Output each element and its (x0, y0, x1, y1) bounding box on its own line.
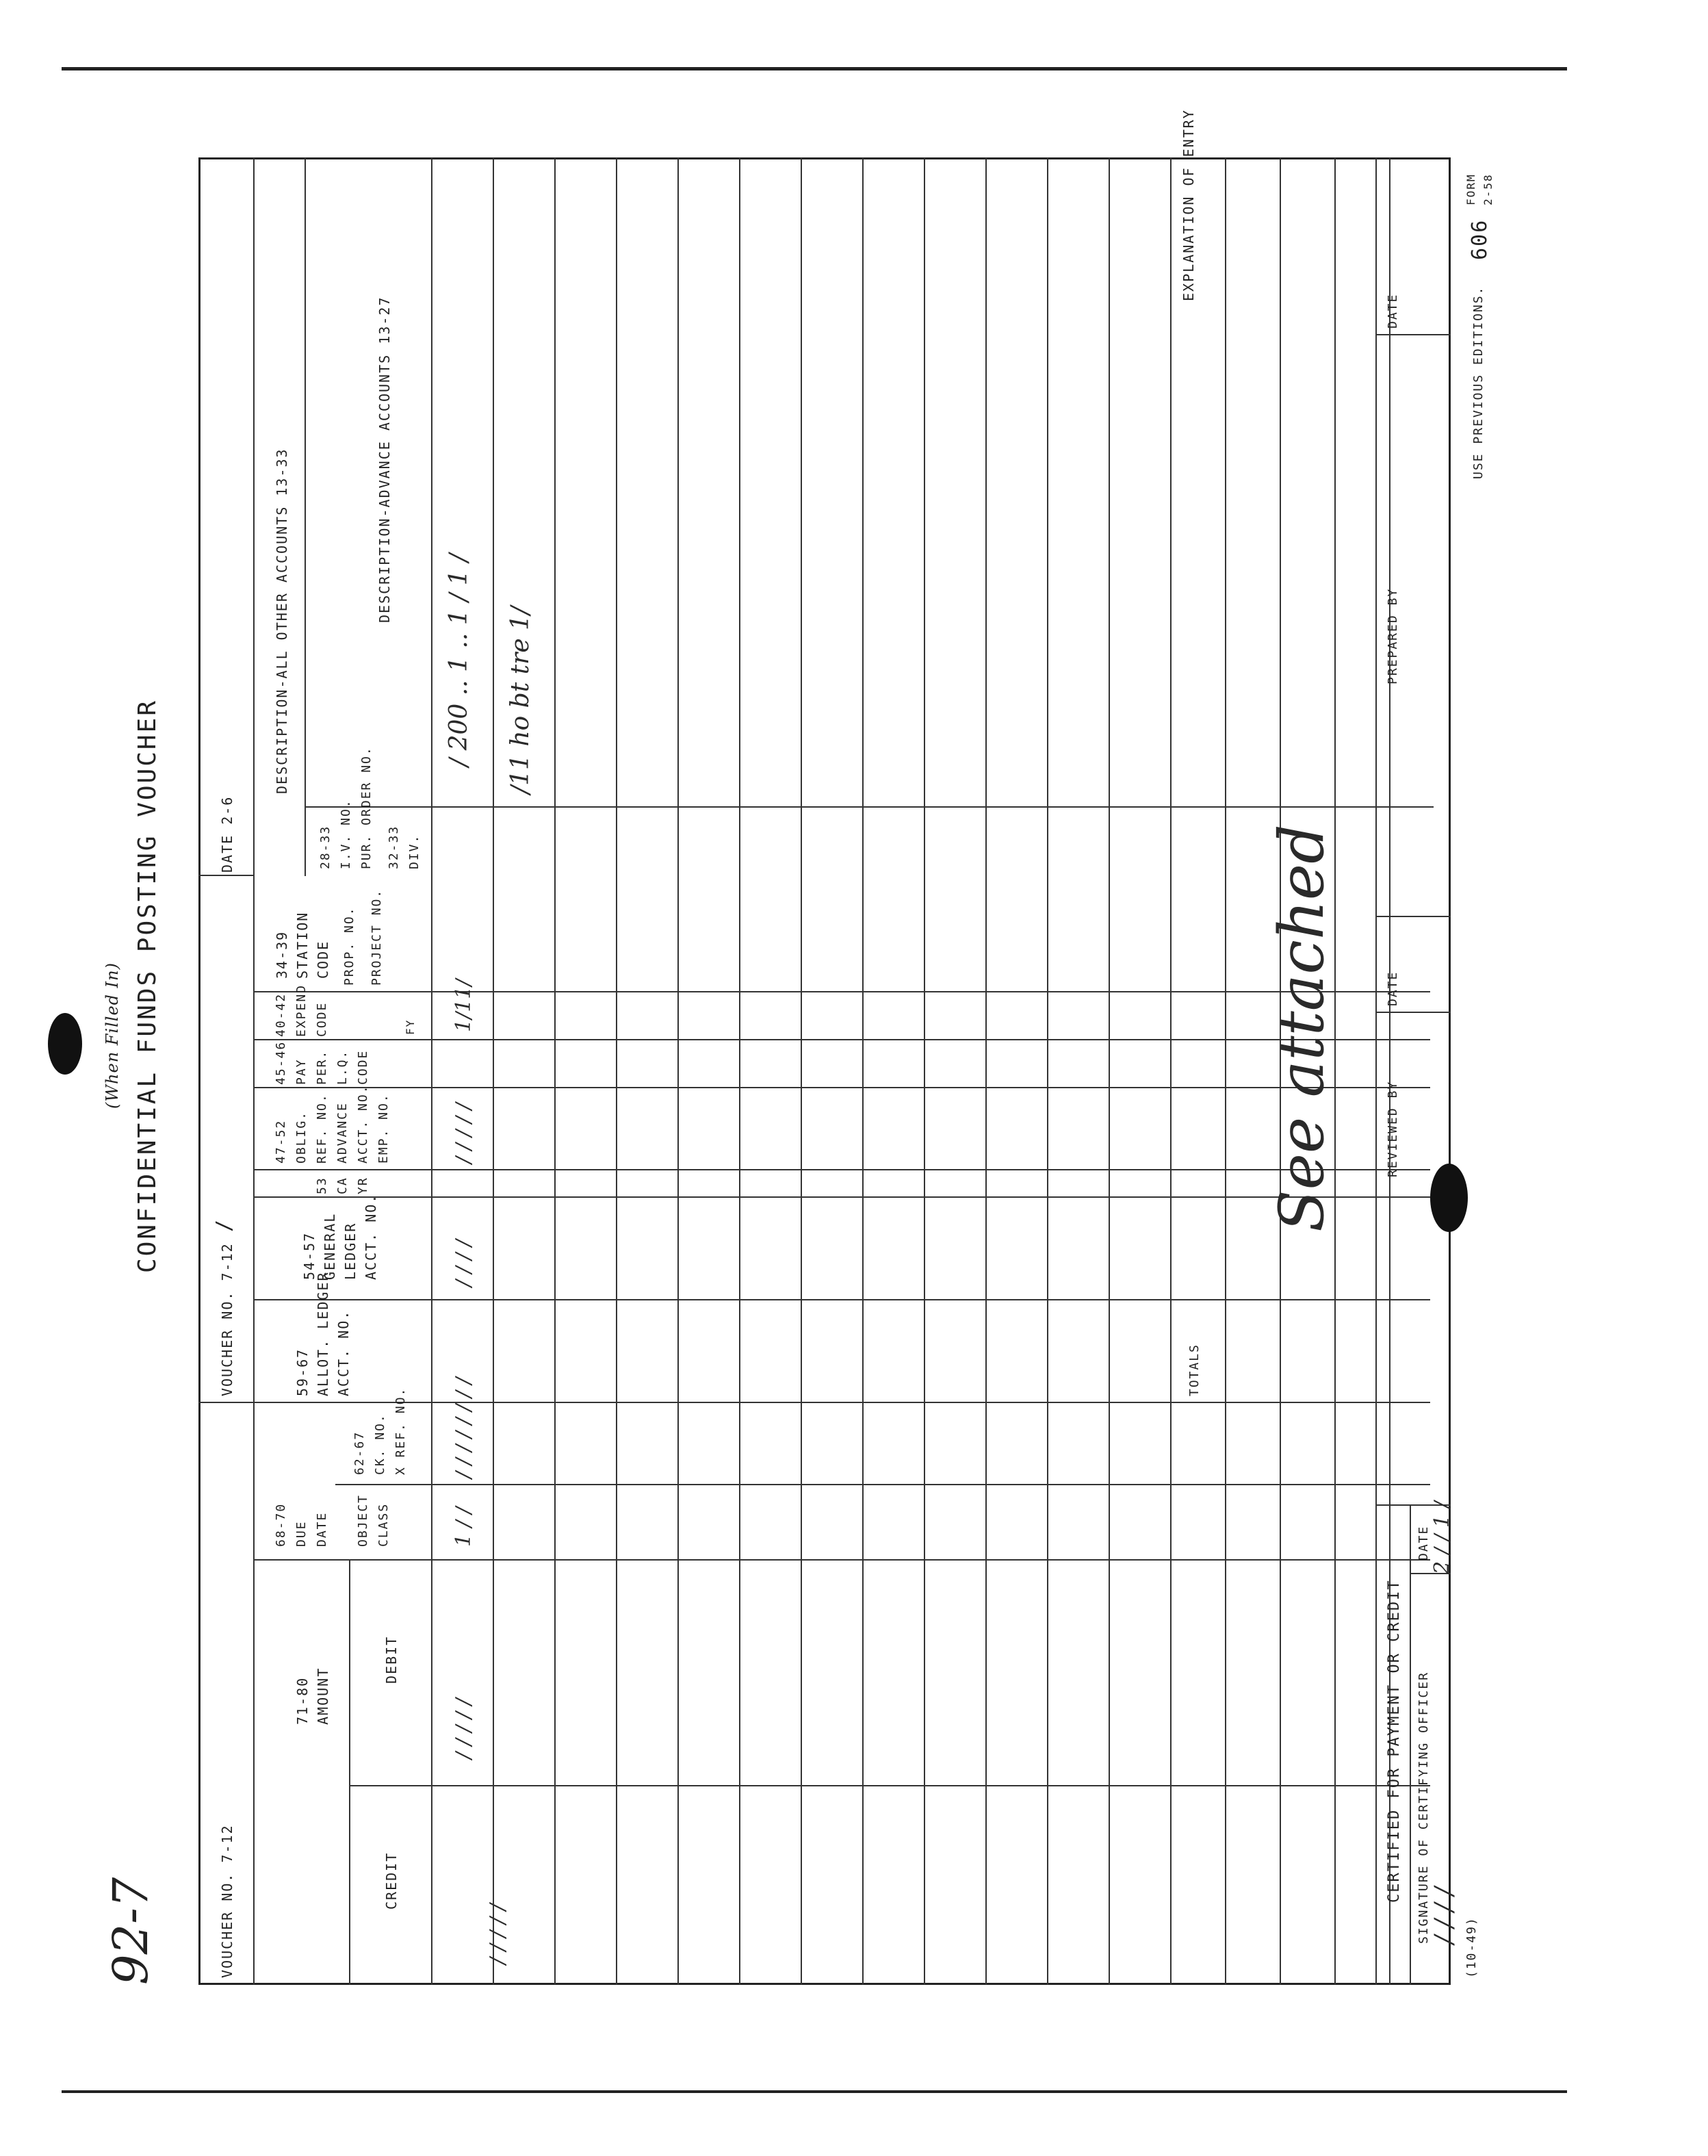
previous-editions: USE PREVIOUS EDITIONS. (1471, 285, 1486, 479)
footer-col-3 (1375, 1012, 1451, 1013)
ink-blot-top (48, 1013, 82, 1075)
due-h1: 68-70 (274, 1502, 288, 1547)
amount-h2: AMOUNT (315, 1667, 331, 1725)
pay-h5: CODE (356, 1049, 370, 1085)
ck-h3: X REF. NO. (393, 1387, 408, 1475)
margin-number: 92-7 (103, 1877, 159, 1985)
classification-note: (When Filled In) (103, 962, 122, 1109)
certified-label: CERTIFIED FOR PAYMENT OR CREDIT (1386, 1579, 1403, 1903)
hw-cert-date: 2 / / 1 / (1430, 1501, 1454, 1574)
due-h3: DATE (315, 1511, 329, 1547)
row-9 (985, 157, 987, 1985)
col-oblig (253, 1169, 1430, 1170)
allot-h2: ALLOT. LEDGER (315, 1271, 331, 1396)
hw-explanation: See attached (1266, 824, 1338, 1232)
gen-h3: LEDGER (342, 1222, 359, 1280)
col-28-33-h3: PUR. ORDER NO. (359, 746, 374, 869)
header-band-bottom (431, 157, 432, 1985)
row-5 (739, 157, 740, 1985)
hw-debit: / / / / / (452, 1698, 476, 1759)
row-13 (1225, 157, 1226, 1985)
station-h5: PROJECT NO. (370, 888, 384, 986)
due-h4: OBJECT (356, 1493, 370, 1547)
top-mark: / (212, 1218, 236, 1232)
revision-code: (10-49) (1464, 1916, 1479, 1978)
allot-h1: 59-67 (294, 1348, 311, 1396)
amount-split (349, 1561, 350, 1985)
cert-date-label: DATE (1416, 1525, 1431, 1561)
hw-oblig: / / / / / (452, 1103, 476, 1164)
ca-yr-h2: CA (335, 1177, 350, 1194)
desc-all-other: DESCRIPTION-ALL OTHER ACCOUNTS 13-33 (274, 448, 290, 794)
footer-date-label: DATE (1386, 293, 1400, 329)
col-gen-ledger (253, 1299, 1430, 1300)
hw-desc-1: / 200 .. 1 .. 1 / 1 / (445, 553, 473, 767)
row-line-top (253, 157, 255, 1985)
hw-expend: 1/11/ (452, 979, 476, 1032)
form-date: 2-58 (1481, 173, 1494, 205)
station-h4: PROP. NO. (342, 906, 357, 986)
hw-due: 1 / / (452, 1506, 476, 1547)
col-allot-ledger (253, 1402, 1430, 1403)
gen-h2: GENERAL (322, 1212, 338, 1280)
station-h1: 34-39 (274, 930, 290, 979)
col-28-33 (305, 806, 1434, 808)
gen-h1: 54-57 (301, 1231, 318, 1280)
col-ck-no (335, 1484, 1430, 1485)
row-7 (862, 157, 864, 1985)
col-28-33-h2: I.V. NO. (339, 799, 353, 869)
col-ca-yr (253, 1196, 1430, 1198)
row-6 (801, 157, 802, 1985)
footer-date-label-2: DATE (1386, 971, 1400, 1006)
ca-yr-h1: 53 (315, 1177, 329, 1194)
form-title: CONFIDENTIAL FUNDS POSTING VOUCHER (133, 699, 161, 1273)
voucher-no-left: VOUCHER NO. 7-12 (219, 1824, 235, 1978)
oblig-h2: OBLIG. (294, 1110, 309, 1164)
totals-label: TOTALS (1187, 1343, 1202, 1396)
row-8 (924, 157, 925, 1985)
voucher-no-right: VOUCHER NO. 7-12 (219, 1242, 235, 1396)
col-28-33-h5: DIV. (407, 834, 422, 869)
col-due-date (253, 1559, 1430, 1561)
expend-fy: FY (404, 1018, 417, 1035)
row-10 (1047, 157, 1048, 1985)
col-28-33-h4: 32-33 (387, 825, 401, 869)
explanation-label: EXPLANATION OF ENTRY (1180, 109, 1197, 301)
amount-h1: 71-80 (294, 1676, 311, 1725)
pay-h4: L.Q. (335, 1049, 350, 1085)
col-expend (253, 1039, 1430, 1040)
footer-cert-split (1410, 1506, 1411, 1985)
scan-edge-top (62, 67, 1567, 70)
form-number: 606 (1468, 218, 1492, 260)
reviewed-by-label: REVIEWED BY (1386, 1080, 1400, 1177)
col-pay-per (253, 1087, 1430, 1088)
row-2 (554, 157, 556, 1985)
desc-split (305, 157, 306, 876)
due-h5: CLASS (376, 1502, 391, 1547)
scan-edge-bottom (62, 2090, 1567, 2093)
station-h3: CODE (315, 940, 331, 979)
hw-credit: / / / / / (486, 1903, 510, 1964)
allot-h3: ACCT. NO. (335, 1309, 352, 1396)
pay-h3: PER. (315, 1049, 329, 1085)
row-3 (616, 157, 617, 1985)
credit-label: CREDIT (383, 1851, 400, 1910)
col-debit (349, 1785, 1430, 1786)
expend-h2: EXPEND (294, 984, 309, 1037)
footer-col-1 (1375, 334, 1451, 335)
expend-h3: CODE (315, 1001, 329, 1037)
ck-h2: CK. NO. (373, 1413, 387, 1475)
due-h2: DUE (294, 1520, 309, 1547)
pay-h2: PAY (294, 1058, 309, 1085)
prepared-by-label: PREPARED BY (1386, 587, 1400, 684)
oblig-h6: EMP. NO. (376, 1093, 391, 1164)
hw-allot: / / / / / / / / (452, 1377, 476, 1478)
col-28-33-h1: 28-33 (318, 825, 333, 869)
row-12 (1170, 157, 1172, 1985)
station-h2: STATION (294, 911, 311, 979)
col-station (253, 991, 1430, 992)
signature-label: SIGNATURE OF CERTIFYING OFFICER (1416, 1671, 1431, 1944)
ink-blot-bottom (1430, 1164, 1468, 1232)
footer-top (1375, 157, 1377, 1985)
gen-h4: ACCT. NO. (363, 1193, 379, 1280)
date-label: DATE 2-6 (219, 795, 235, 873)
col-voucher-right (198, 1402, 253, 1403)
row-11 (1109, 157, 1110, 1985)
expend-h1: 40-42 (274, 992, 288, 1037)
row-1 (493, 157, 494, 1985)
debit-label: DEBIT (383, 1635, 400, 1684)
row-4 (677, 157, 679, 1985)
col-date (198, 875, 253, 876)
footer-col-2 (1375, 916, 1451, 917)
oblig-h1: 47-52 (274, 1119, 288, 1164)
hw-general: / / / / (452, 1239, 476, 1287)
form-label: FORM (1464, 173, 1477, 205)
hw-signature: / / / / (1430, 1887, 1458, 1944)
hw-desc-2: /11 ho bt tre 1/ (506, 606, 534, 794)
pay-h1: 45-46 (274, 1040, 288, 1085)
desc-advance: DESCRIPTION-ADVANCE ACCOUNTS 13-27 (376, 296, 393, 623)
ck-h1: 62-67 (352, 1430, 367, 1475)
oblig-h5: ACCT. NO. (356, 1084, 370, 1164)
oblig-h4: ADVANCE (335, 1102, 350, 1164)
oblig-h3: REF. NO. (315, 1093, 329, 1164)
ca-yr-h3: YR (356, 1177, 370, 1194)
